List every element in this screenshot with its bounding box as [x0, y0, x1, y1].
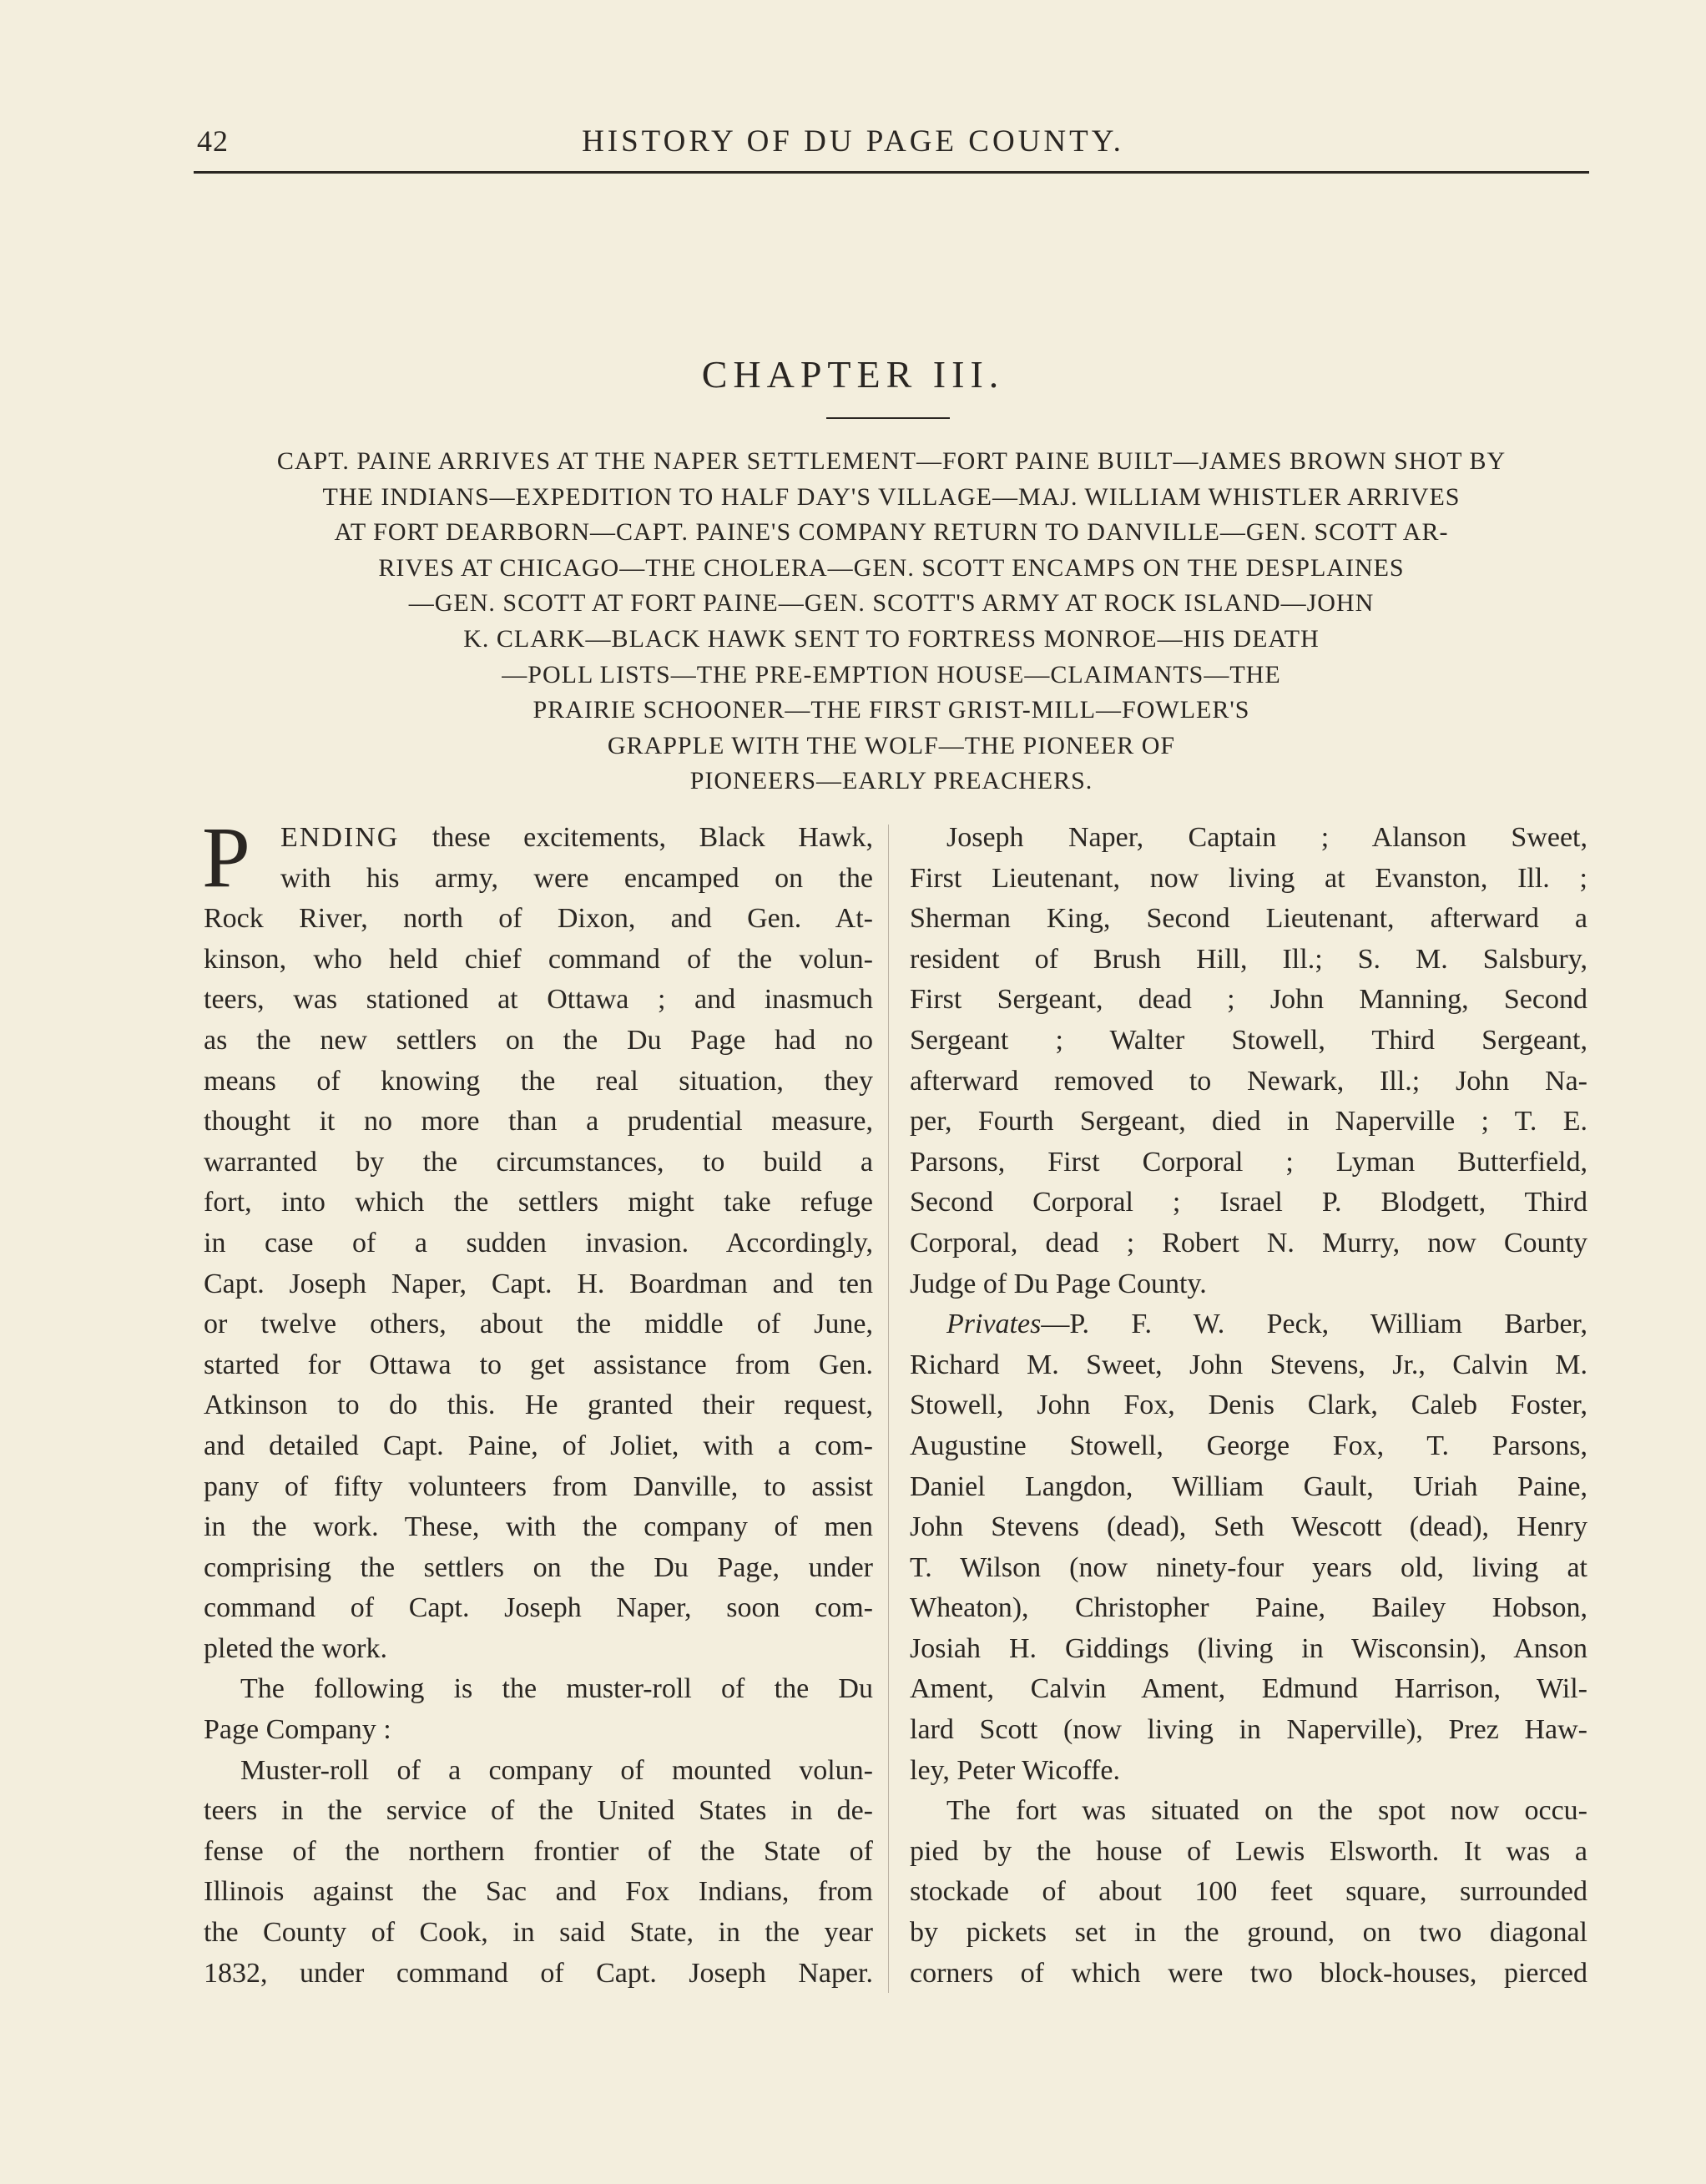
text-line: stockade of about 100 feet square, surrounded — [910, 1876, 1587, 1908]
synopsis-line: AT FORT DEARBORN—CAPT. PAINE'S COMPANY RETURN TO DANVILLE—GEN. SCOTT AR- — [334, 518, 1449, 547]
text-line: Page Company : — [204, 1714, 391, 1746]
text-line: per, Fourth Sergeant, died in Naperville ; T. E. — [910, 1106, 1587, 1137]
text-line: Atkinson to do this. He granted their request, — [204, 1390, 873, 1421]
privates-label: Privates — [946, 1309, 1042, 1340]
column-divider — [888, 825, 889, 1993]
text-line: comprising the settlers on the Du Page, under — [204, 1551, 873, 1583]
text-line: Muster-roll of a company of mounted volun- — [240, 1754, 873, 1786]
text-line: Rock River, north of Dixon, and Gen. At- — [204, 903, 873, 935]
text-line: First Lieutenant, now living at Evanston, Ill. ; — [910, 862, 1587, 894]
text-line: fense of the northern frontier of the State of — [204, 1835, 873, 1867]
text-line: pied by the house of Lewis Elsworth. It was a — [910, 1835, 1587, 1867]
opening-word: ENDING — [280, 822, 400, 853]
synopsis-line: THE INDIANS—EXPEDITION TO HALF DAY'S VILLAGE—MAJ. WILLIAM WHISTLER ARRIVES — [322, 482, 1461, 511]
text-line: Capt. Joseph Naper, Capt. H. Boardman and ten — [204, 1268, 873, 1299]
text-line: or twelve others, about the middle of June, — [204, 1309, 873, 1340]
text-line: as the new settlers on the Du Page had no — [204, 1024, 873, 1056]
text-line: 1832, under command of Capt. Joseph Naper. — [204, 1957, 873, 1989]
text-line: teers in the service of the United States in de- — [204, 1795, 873, 1827]
text-line: Second Corporal ; Israel P. Blodgett, Third — [910, 1187, 1587, 1218]
page-number: 42 — [197, 124, 229, 158]
text-line: Illinois against the Sac and Fox Indians, from — [204, 1876, 873, 1908]
text-line: afterward removed to Newark, Ill.; John Na- — [910, 1065, 1587, 1097]
text-line: ley, Peter Wicoffe. — [910, 1754, 1120, 1786]
chapter-title-rule — [826, 417, 950, 419]
text-line: resident of Brush Hill, Ill.; S. M. Salsbury, — [910, 943, 1587, 975]
text-line: means of knowing the real situation, they — [204, 1065, 873, 1097]
text-line: John Stevens (dead), Seth Wescott (dead), Henry — [910, 1511, 1587, 1543]
text-line: Sherman King, Second Lieutenant, afterward a — [910, 903, 1587, 935]
text-line: Stowell, John Fox, Denis Clark, Caleb Foster, — [910, 1390, 1587, 1421]
text-line — [910, 1304, 1587, 1345]
text-line: fort, into which the settlers might take refuge — [204, 1187, 873, 1218]
text-line: The fort was situated on the spot now occu- — [946, 1795, 1587, 1827]
text-line: in the work. These, with the company of men — [204, 1511, 873, 1543]
left-column — [202, 810, 873, 1994]
synopsis-line: GRAPPLE WITH THE WOLF—THE PIONEER OF — [607, 731, 1176, 759]
text-line: in case of a sudden invasion. Accordingly, — [204, 1227, 873, 1258]
text-line — [204, 818, 873, 859]
text-line: Richard M. Sweet, John Stevens, Jr., Calvin M. — [910, 1349, 1587, 1380]
header-rule — [194, 171, 1589, 174]
synopsis-line: —GEN. SCOTT AT FORT PAINE—GEN. SCOTT'S ARMY AT ROCK ISLAND—JOHN — [408, 589, 1375, 618]
running-head: HISTORY OF DU PAGE COUNTY. — [582, 124, 1124, 159]
text-line: started for Ottawa to get assistance from Gen. — [204, 1349, 873, 1380]
text-line: Ament, Calvin Ament, Edmund Harrison, Wil- — [910, 1673, 1587, 1705]
text-line: Daniel Langdon, William Gault, Uriah Paine, — [910, 1470, 1587, 1502]
text-line: Parsons, First Corporal ; Lyman Butterfield, — [910, 1146, 1587, 1178]
text-line: by pickets set in the ground, on two diagonal — [910, 1917, 1587, 1949]
text-line: Sergeant ; Walter Stowell, Third Sergeant, — [910, 1024, 1587, 1056]
right-column — [910, 818, 1587, 1994]
text-line: warranted by the circumstances, to build a — [204, 1146, 873, 1178]
synopsis-line: —POLL LISTS—THE PRE-EMPTION HOUSE—CLAIMANTS—THE — [502, 660, 1281, 688]
text-line: the County of Cook, in said State, in the year — [204, 1917, 873, 1949]
chapter-synopsis — [194, 444, 1589, 799]
synopsis-line: PIONEERS—EARLY PREACHERS. — [689, 767, 1093, 795]
text-line: Joseph Naper, Captain ; Alanson Sweet, — [946, 822, 1587, 853]
text-line: corners of which were two block-houses, pierced — [910, 1957, 1587, 1989]
text-line: lard Scott (now living in Naperville), Prez Haw- — [910, 1714, 1587, 1746]
synopsis-line: RIVES AT CHICAGO—THE CHOLERA—GEN. SCOTT ENCAMPS ON THE DESPLAINES — [378, 553, 1405, 582]
text-line: Wheaton), Christopher Paine, Bailey Hobson, — [910, 1592, 1587, 1624]
text-line: Judge of Du Page County. — [910, 1268, 1207, 1299]
synopsis-line: PRAIRIE SCHOONER—THE FIRST GRIST-MILL—FOWLER'S — [532, 696, 1250, 724]
text-line: kinson, who held chief command of the volun- — [204, 943, 873, 975]
text-line: The following is the muster-roll of the Du — [240, 1673, 873, 1705]
text-line: First Sergeant, dead ; John Manning, Second — [910, 984, 1587, 1016]
opening-paragraph — [202, 810, 873, 905]
text-line: pleted the work. — [204, 1632, 387, 1664]
text-line: and detailed Capt. Paine, of Joliet, with a com- — [204, 1430, 873, 1461]
text-line: pany of fifty volunteers from Danville, to assist — [204, 1470, 873, 1502]
text-line: Corporal, dead ; Robert N. Murry, now County — [910, 1227, 1587, 1258]
text-line: T. Wilson (now ninety-four years old, living at — [910, 1551, 1587, 1583]
text-line-rest: these excitements, Black Hawk, — [399, 822, 873, 853]
text-line: Augustine Stowell, George Fox, T. Parsons, — [910, 1430, 1587, 1461]
text-line-rest: —P. F. W. Peck, William Barber, — [1041, 1309, 1587, 1340]
chapter-title: CHAPTER III. — [701, 353, 1005, 396]
synopsis-line: K. CLARK—BLACK HAWK SENT TO FORTRESS MONROE—HIS DEATH — [463, 624, 1320, 653]
text-line: thought it no more than a prudential measure, — [204, 1106, 873, 1137]
drop-cap: P — [202, 810, 250, 905]
text-line: with his army, were encamped on the — [280, 862, 873, 894]
text-line: Josiah H. Giddings (living in Wisconsin), Anson — [910, 1632, 1587, 1664]
text-line: teers, was stationed at Ottawa ; and inasmuch — [204, 984, 873, 1016]
text-line: command of Capt. Joseph Naper, soon com- — [204, 1592, 873, 1624]
synopsis-line: CAPT. PAINE ARRIVES AT THE NAPER SETTLEMENT—FORT PAINE BUILT—JAMES BROWN SHOT BY — [276, 447, 1507, 475]
